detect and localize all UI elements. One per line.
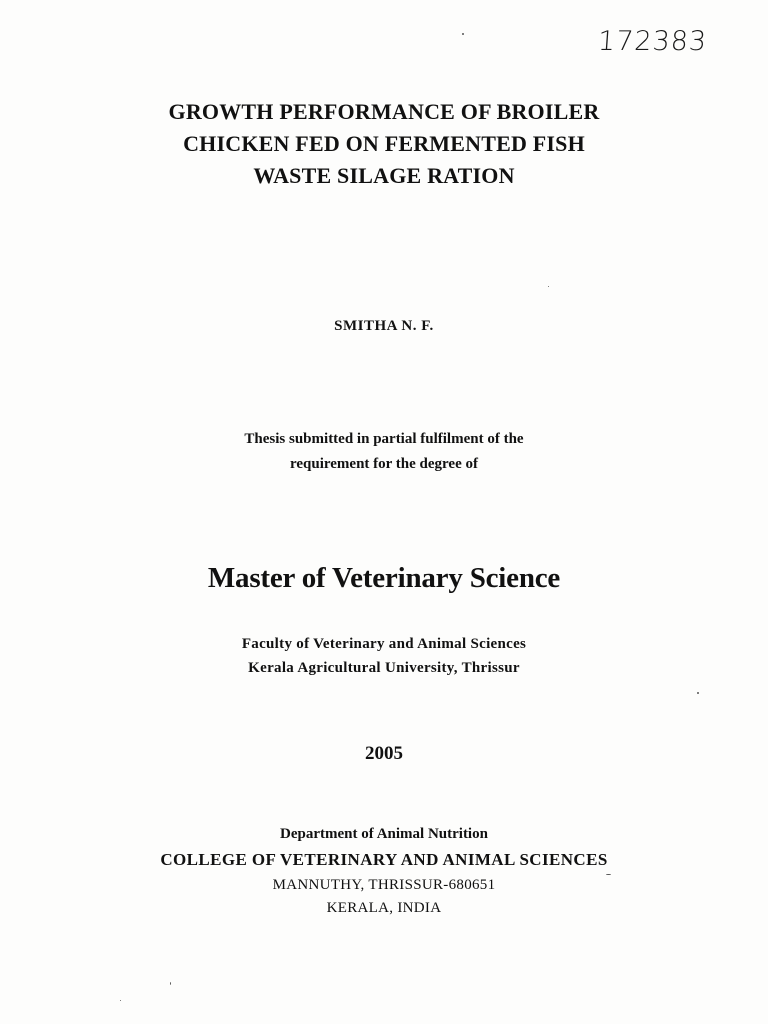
scan-speck bbox=[606, 874, 611, 875]
address-line-1: MANNUTHY, THRISSUR-680651 bbox=[272, 877, 496, 893]
degree-name: Master of Veterinary Science bbox=[207, 562, 561, 594]
department-name: Department of Animal Nutrition bbox=[280, 826, 488, 842]
faculty-line-1: Faculty of Veterinary and Animal Sciences bbox=[241, 636, 527, 652]
scan-speck bbox=[462, 33, 464, 35]
author-name: SMITHA N. F. bbox=[334, 318, 434, 334]
accession-number: 172383 bbox=[596, 26, 709, 57]
title-line-1: GROWTH PERFORMANCE OF BROILER bbox=[168, 99, 600, 124]
scan-speck bbox=[120, 1000, 121, 1001]
submission-statement bbox=[0, 427, 768, 477]
submission-line-2: requirement for the degree of bbox=[289, 456, 478, 472]
submission-year: 2005 bbox=[365, 743, 403, 764]
scan-speck bbox=[170, 982, 171, 985]
faculty-line-2: Kerala Agricultural University, Thrissur bbox=[248, 660, 520, 676]
title-line-3: WASTE SILAGE RATION bbox=[253, 163, 515, 188]
title-line-2: CHICKEN FED ON FERMENTED FISH bbox=[183, 131, 585, 156]
address-line-2: KERALA, INDIA bbox=[326, 900, 442, 916]
scan-speck bbox=[697, 692, 699, 694]
faculty-block bbox=[0, 632, 768, 680]
scan-speck bbox=[548, 286, 549, 287]
submission-line-1: Thesis submitted in partial fulfilment of the bbox=[244, 431, 524, 447]
thesis-title bbox=[0, 96, 768, 192]
college-name: COLLEGE OF VETERINARY AND ANIMAL SCIENCES bbox=[160, 850, 608, 869]
